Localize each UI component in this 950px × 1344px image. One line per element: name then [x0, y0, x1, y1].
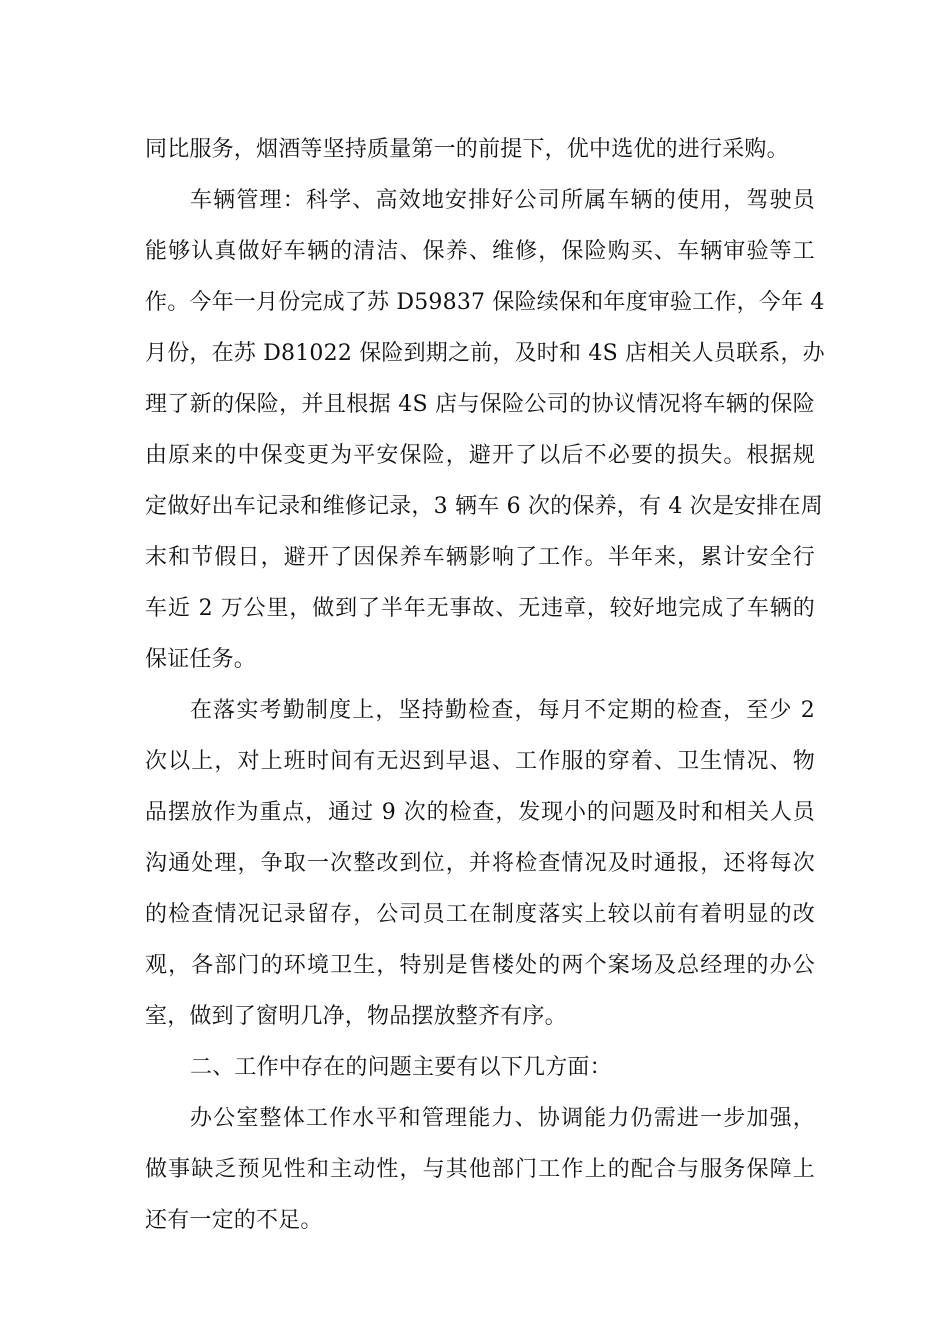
text-line: 办公室整体工作水平和管理能力、协调能力仍需进一步加强， — [190, 1106, 815, 1131]
text-line: 作。今年一月份完成了苏 D59837 保险续保和年度审验工作，今年 4 — [145, 290, 825, 315]
text-line: 保证任务。 — [145, 647, 257, 672]
text-line: 在落实考勤制度上，坚持勤检查，每月不定期的检查，至少 2 — [190, 698, 815, 723]
text-line: 次以上，对上班时间有无迟到早退、工作服的穿着、卫生情况、物 — [145, 749, 815, 774]
text-line: 车近 2 万公里，做到了半年无事故、无违章，较好地完成了车辆的 — [145, 596, 815, 621]
text-line: 还有一定的不足。 — [145, 1208, 323, 1233]
text-line: 由原来的中保变更为平安保险，避开了以后不必要的损失。根据规 — [145, 443, 815, 468]
text-line: 观，各部门的环境卫生，特别是售楼处的两个案场及总经理的办公 — [145, 953, 815, 978]
text-line: 沟通处理，争取一次整改到位，并将检查情况及时通报，还将每次 — [145, 851, 815, 876]
section-heading: 二、工作中存在的问题主要有以下几方面： — [190, 1055, 612, 1080]
text-line: 月份，在苏 D81022 保险到期之前，及时和 4S 店相关人员联系，办 — [145, 341, 825, 366]
text-line: 末和节假日，避开了因保养车辆影响了工作。半年来，累计安全行 — [145, 545, 815, 570]
text-line: 定做好出车记录和维修记录，3 辆车 6 次的保养，有 4 次是安排在周 — [145, 494, 823, 519]
text-line: 做事缺乏预见性和主动性，与其他部门工作上的配合与服务保障上 — [145, 1157, 815, 1182]
text-line: 车辆管理：科学、高效地安排好公司所属车辆的使用，驾驶员 — [190, 188, 815, 213]
text-line: 理了新的保险，并且根据 4S 店与保险公司的协议情况将车辆的保险 — [145, 392, 815, 417]
text-line: 能够认真做好车辆的清洁、保养、维修，保险购买、车辆审验等工 — [145, 239, 815, 264]
text-line: 的检查情况记录留存，公司员工在制度落实上较以前有着明显的改 — [145, 902, 815, 927]
text-line: 室，做到了窗明几净，物品摆放整齐有序。 — [145, 1004, 567, 1029]
text-line: 品摆放作为重点，通过 9 次的检查，发现小的问题及时和相关人员 — [145, 800, 815, 825]
text-line: 同比服务，烟酒等坚持质量第一的前提下，优中选优的进行采购。 — [145, 137, 789, 162]
